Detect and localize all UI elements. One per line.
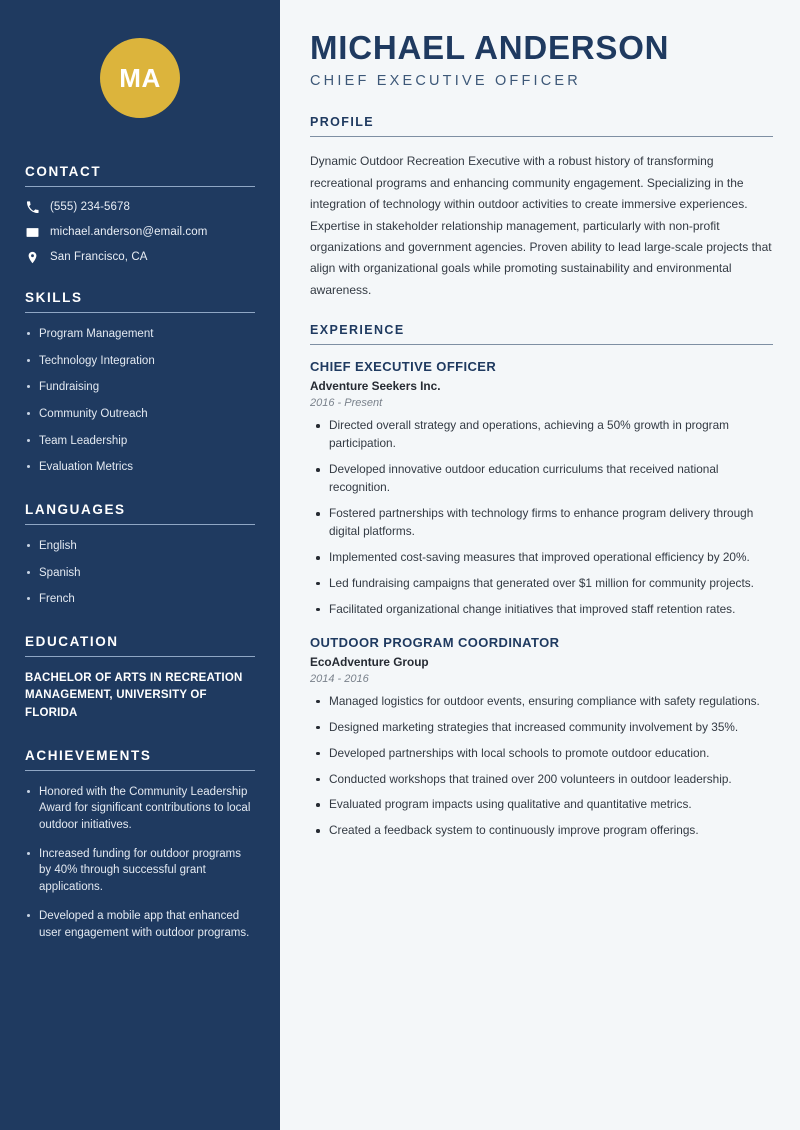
list-item: Developed innovative outdoor education curriculums that received national recognition.	[310, 461, 773, 497]
list-item: Evaluation Metrics	[25, 459, 255, 476]
list-item: Directed overall strategy and operations, achieving a 50% growth in program participation.	[310, 417, 773, 453]
achievements-section	[25, 748, 255, 941]
languages-divider	[25, 524, 255, 525]
experience-bullets	[310, 417, 773, 618]
education-divider	[25, 656, 255, 657]
profile-text: Dynamic Outdoor Recreation Executive with a robust history of transforming recreational programs and enhancing community engagement. Specializing in the integration of technology within outdoor activities to create immersive experiences. Expertise in stakeholder relationship management, particularly with non-profit organizations and government agencies. Proven ability to lead large-scale projects that align with organizational goals while promoting sustainability and environmental awareness.	[310, 154, 772, 297]
list-item: Conducted workshops that trained over 200 volunteers in outdoor leadership.	[310, 771, 773, 789]
list-item: Created a feedback system to continuously improve program offerings.	[310, 822, 773, 840]
experience-heading: EXPERIENCE	[310, 322, 405, 337]
education-section	[25, 634, 255, 722]
contact-section	[25, 164, 255, 264]
experience-entry	[310, 635, 773, 841]
main-column	[280, 0, 800, 1130]
languages-section	[25, 502, 255, 608]
experience-section	[310, 323, 773, 840]
education-entry: BACHELOR OF ARTS IN RECREATION MANAGEMENT, UNIVERSITY OF FLORIDA	[25, 672, 243, 719]
page-title: MICHAEL ANDERSON	[310, 29, 670, 66]
profile-section	[310, 115, 773, 301]
education-heading: EDUCATION	[25, 634, 119, 650]
avatar-container	[25, 0, 255, 164]
experience-company: EcoAdventure Group	[310, 654, 429, 669]
contact-phone-value: (555) 234-5678	[50, 201, 131, 213]
profile-divider	[310, 136, 773, 138]
sidebar	[0, 0, 280, 1130]
experience-entry	[310, 359, 773, 618]
achievements-list	[25, 784, 255, 941]
list-item: Led fundraising campaigns that generated over $1 million for community projects.	[310, 575, 773, 593]
list-item: Evaluated program impacts using qualitative and quantitative metrics.	[310, 796, 773, 814]
envelope-icon	[25, 225, 39, 239]
list-item: Developed partnerships with local schools to promote outdoor education.	[310, 745, 773, 763]
list-item: Honored with the Community Leadership Award for significant contributions to local outdoor initiatives.	[25, 784, 255, 834]
skills-list	[25, 326, 255, 476]
headline-job-title: CHIEF EXECUTIVE OFFICER	[310, 72, 581, 89]
list-item: Spanish	[25, 565, 255, 582]
contact-location-row[interactable]	[25, 250, 255, 264]
experience-dates: 2016 - Present	[310, 397, 383, 410]
experience-bullets	[310, 693, 773, 841]
experience-title: OUTDOOR PROGRAM COORDINATOR	[310, 634, 560, 650]
achievements-heading: ACHIEVEMENTS	[25, 747, 152, 763]
experience-divider	[310, 344, 773, 346]
phone-icon	[25, 200, 39, 214]
list-item: Managed logistics for outdoor events, ensuring compliance with safety regulations.	[310, 693, 773, 711]
list-item: Community Outreach	[25, 406, 255, 423]
contact-divider	[25, 186, 255, 187]
languages-heading: LANGUAGES	[25, 502, 126, 518]
contact-phone-row[interactable]	[25, 200, 255, 214]
experience-dates: 2014 - 2016	[310, 672, 369, 685]
list-item: Technology Integration	[25, 353, 255, 370]
list-item: Fostered partnerships with technology firms to enhance program delivery through digital platforms.	[310, 505, 773, 541]
skills-heading: SKILLS	[25, 290, 83, 305]
contact-email-value: michael.anderson@email.com	[50, 226, 208, 238]
list-item: Program Management	[25, 326, 255, 343]
achievements-divider	[25, 770, 255, 771]
list-item: Developed a mobile app that enhanced user engagement with outdoor programs.	[25, 908, 255, 941]
location-pin-icon	[25, 250, 39, 264]
profile-heading: PROFILE	[310, 114, 374, 129]
list-item: English	[25, 538, 255, 555]
list-item: Fundraising	[25, 379, 255, 396]
contact-location-value: San Francisco, CA	[50, 251, 148, 263]
list-item: Designed marketing strategies that increased community involvement by 35%.	[310, 719, 773, 737]
list-item: Implemented cost-saving measures that improved operational efficiency by 20%.	[310, 549, 773, 567]
experience-company: Adventure Seekers Inc.	[310, 379, 441, 394]
contact-email-row[interactable]	[25, 225, 255, 239]
experience-title: CHIEF EXECUTIVE OFFICER	[310, 359, 497, 375]
languages-list	[25, 538, 255, 608]
avatar: MA	[100, 38, 180, 118]
list-item: Increased funding for outdoor programs by 40% through successful grant applications.	[25, 846, 255, 896]
list-item: Facilitated organizational change initiatives that improved staff retention rates.	[310, 601, 773, 619]
skills-section	[25, 290, 255, 476]
contact-heading: CONTACT	[25, 164, 102, 179]
list-item: Team Leadership	[25, 433, 255, 450]
skills-divider	[25, 312, 255, 313]
list-item: French	[25, 591, 255, 608]
